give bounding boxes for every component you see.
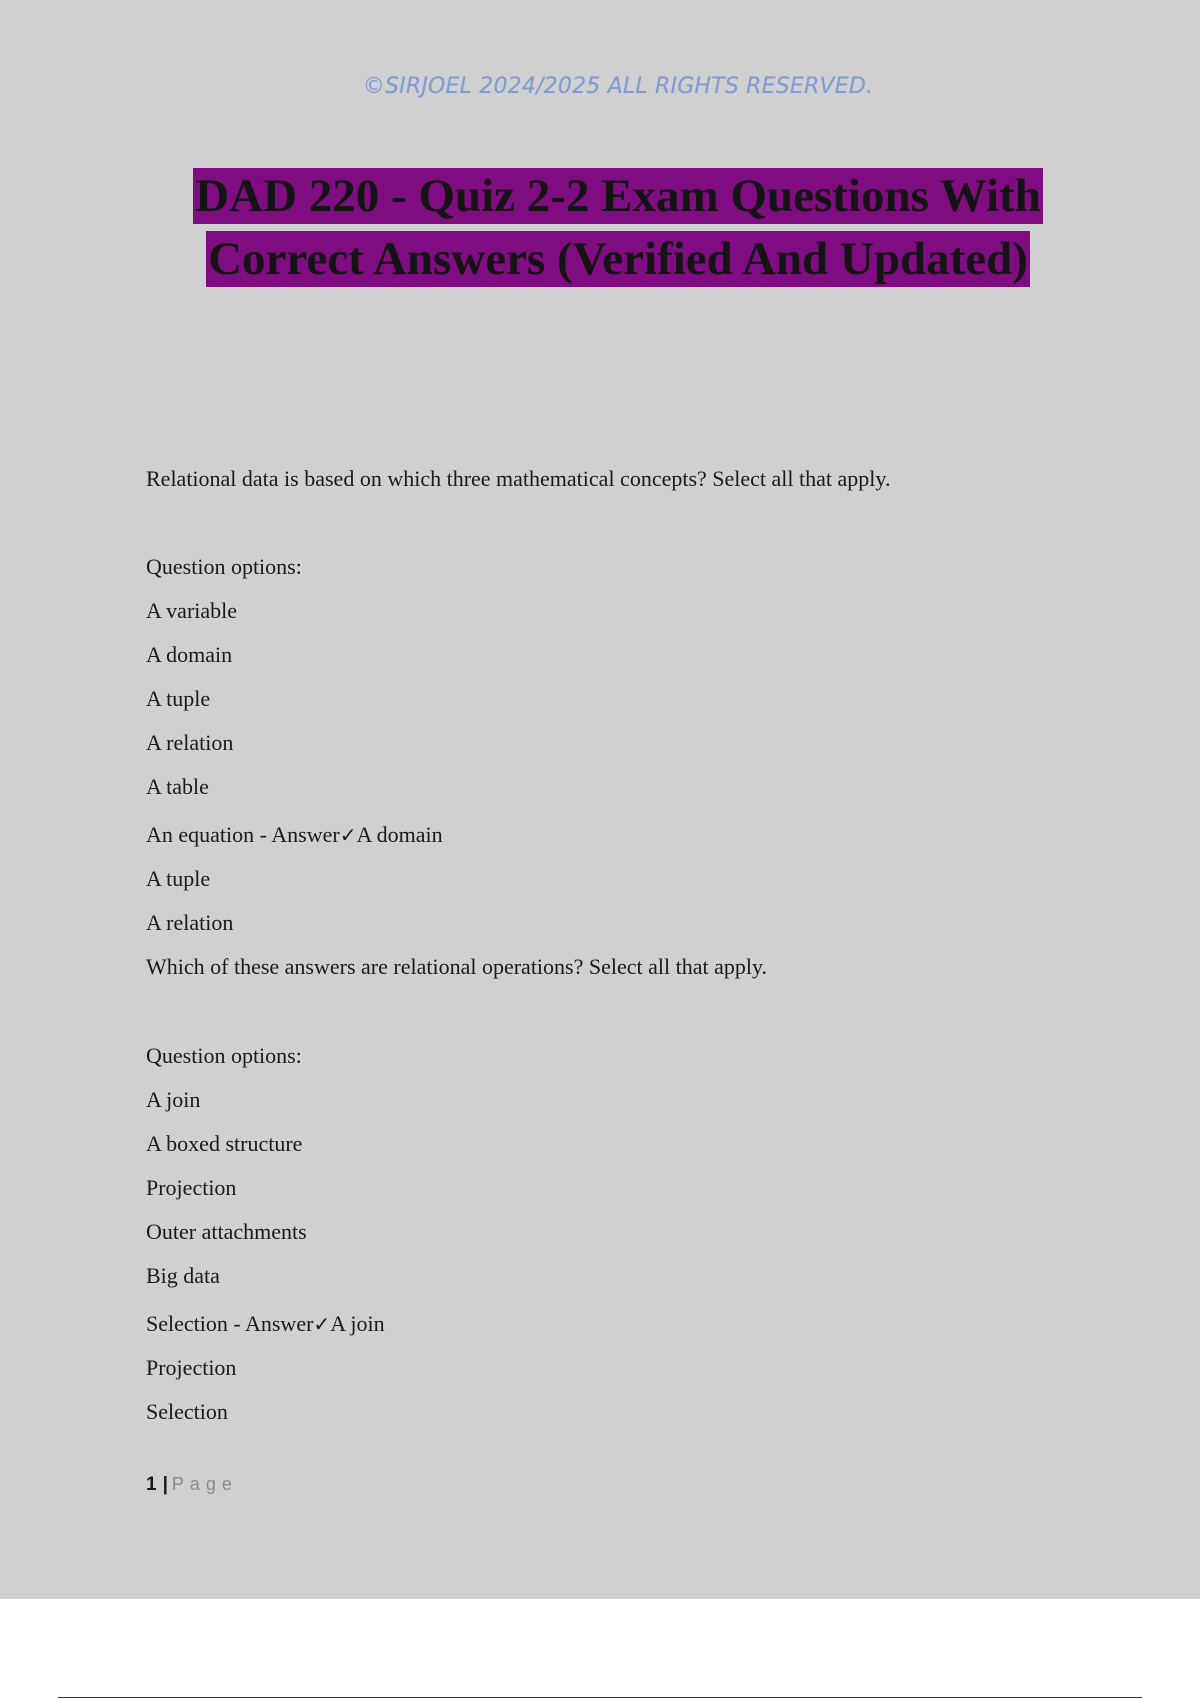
page-footer <box>146 1474 238 1496</box>
answer-separator: - Answer <box>254 822 340 847</box>
answer-separator: - Answer <box>227 1311 314 1336</box>
question-1-option: A table <box>146 774 209 799</box>
question-1-option: A relation <box>146 730 234 755</box>
question-1-text: Relational data is based on which three mathematical concepts? Select all that apply. <box>146 466 891 491</box>
question-2-answer: Selection <box>146 1399 228 1424</box>
question-2-option: A join <box>146 1087 201 1112</box>
question-1-answer-line <box>146 822 443 848</box>
page-divider <box>58 1697 1142 1698</box>
question-2-text: Which of these answers are relational operations? Select all that apply. <box>146 954 768 979</box>
footer-separator: | <box>162 1474 168 1495</box>
question-2-option: Outer attachments <box>146 1219 307 1244</box>
page-number: 1 <box>146 1474 157 1495</box>
question-2-answer-line <box>146 1311 385 1337</box>
checkmark-icon: ✓ <box>313 1312 331 1336</box>
question-2-option: A boxed structure <box>146 1131 303 1156</box>
checkmark-icon: ✓ <box>339 823 357 847</box>
question-1-answer: A relation <box>146 910 234 935</box>
question-2-answer: Projection <box>146 1355 237 1380</box>
page-label: Page <box>171 1474 238 1494</box>
question-1-option: A tuple <box>146 686 211 711</box>
document-title <box>0 166 1200 292</box>
question-1-option: A variable <box>146 598 238 623</box>
question-2-option: Projection <box>146 1175 237 1200</box>
question-1-options-label: Question options: <box>146 554 302 579</box>
copyright-watermark: ©SIRJOEL 2024/2025 ALL RIGHTS RESERVED. <box>362 74 874 99</box>
question-2-answer: A join <box>330 1311 385 1336</box>
question-1-answer: A tuple <box>146 866 211 891</box>
title-line-2: Correct Answers (Verified And Updated) <box>208 233 1028 285</box>
question-1-answer: A domain <box>356 822 443 847</box>
question-2-option: Big data <box>146 1263 220 1288</box>
title-line-1: DAD 220 - Quiz 2-2 Exam Questions With <box>195 170 1041 222</box>
question-2-options-label: Question options: <box>146 1043 302 1068</box>
question-1-last-option: An equation <box>146 822 255 847</box>
question-1-option: A domain <box>146 642 233 667</box>
question-2-last-option: Selection <box>146 1311 228 1336</box>
